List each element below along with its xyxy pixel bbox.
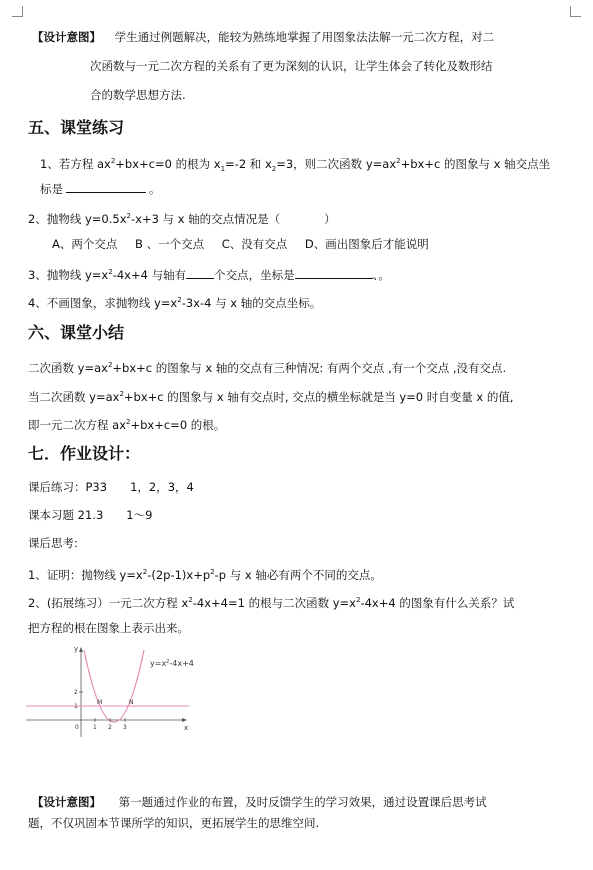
section-heading-summary: 六、课堂小结 <box>28 323 125 342</box>
text: 、。 <box>372 267 390 282</box>
superscript: 2 <box>119 390 124 398</box>
y-tick-label-2: 2 <box>74 689 78 696</box>
text: +bx+c=0 的根。 <box>130 417 226 432</box>
text: 1、若方程 ax <box>40 156 111 171</box>
answer-blank[interactable] <box>66 181 146 193</box>
text: -p 与 x 轴必有两个不同的交点。 <box>214 567 382 582</box>
text: +bx+c=0 的根为 x <box>115 156 221 171</box>
parabola-curve <box>84 650 144 722</box>
design-intent-line-3: 合的数学思想方法. <box>90 88 186 102</box>
text: 4、不画图象，求抛物线 y=x <box>28 295 178 310</box>
text: ） <box>324 211 336 226</box>
exercise-3 <box>28 263 390 284</box>
text: 标是 <box>40 182 63 196</box>
superscript: 2 <box>210 568 215 576</box>
design-intent-line-2: 次函数与一元二次方程的关系有了更为深刻的认识，让学生体会了转化及数形结 <box>90 59 493 73</box>
text: -3x-4 与 x 轴的交点坐标。 <box>181 295 322 310</box>
design-intent-text: 第一题通过作业的布置，及时反馈学生的学习效果，通过设置课后思考试 <box>118 795 487 809</box>
superscript: 2 <box>108 268 113 276</box>
summary-line-1 <box>28 356 506 377</box>
subscript: 2 <box>271 165 277 174</box>
x-tick-label-2: 2 <box>108 724 112 731</box>
homework-textbook: 课本习题 21.3 1～9 <box>28 508 153 522</box>
text: -4x+4=1 的根与二次函数 y=x <box>192 595 356 610</box>
exercise-1-line-1 <box>40 152 550 178</box>
text: 二次函数 y=ax <box>28 360 108 375</box>
superscript: 2 <box>396 157 401 165</box>
y-axis-arrow <box>79 647 83 652</box>
text: 当二次函数 y=ax <box>28 389 120 404</box>
y-axis-label: y <box>74 645 79 653</box>
section-heading-homework: 七．作业设计： <box>28 444 141 463</box>
answer-blank[interactable] <box>295 267 373 279</box>
option-d: D、画出图象后才能说明 <box>304 237 429 251</box>
x-axis-label: x <box>184 724 189 732</box>
crop-mark-top-right <box>570 6 581 17</box>
x-tick-label-1: 1 <box>93 724 97 731</box>
text: y=x <box>150 659 167 668</box>
superscript: 2 <box>126 212 131 220</box>
homework-think-heading: 课后思考: <box>28 536 78 550</box>
text: 个交点，坐标是 <box>214 267 295 282</box>
text: 3、抛物线 y=x <box>28 267 109 282</box>
point-n-label: N <box>129 699 134 706</box>
text: +bx+c 的图象与 x 轴交点坐 <box>400 156 551 171</box>
superscript: 2 <box>166 659 170 665</box>
text: 2、(拓展练习）一元二次方程 x <box>28 595 189 610</box>
exercise-1-line-2 <box>40 180 161 198</box>
text: +bx+c 的图象与 x 轴有交点时, 交点的横坐标就是当 y=0 时自变量 x 的值, <box>123 389 514 404</box>
option-c: C、没有交点 <box>221 237 288 251</box>
curve-equation-label <box>150 659 194 668</box>
superscript: 2 <box>107 361 113 369</box>
exercise-2 <box>28 207 336 228</box>
design-intent-label: 【设计意图】 <box>32 30 101 44</box>
x-axis-arrow <box>182 718 187 722</box>
design-intent-2-line-1 <box>32 793 487 811</box>
exercise-2-options <box>52 235 429 253</box>
design-intent-text: 学生通过例题解决，能较为熟练地掌握了用图象法法解一元二次方程，对二 <box>114 30 495 44</box>
section-heading-practice: 五、课堂练习 <box>28 118 125 137</box>
summary-line-3 <box>28 413 225 434</box>
text: -(2p-1)x+p <box>147 567 211 582</box>
answer-blank[interactable] <box>186 267 214 279</box>
superscript: 2 <box>188 596 193 604</box>
think-question-2-line-1 <box>28 591 514 612</box>
think-question-1 <box>28 563 382 584</box>
text: =3，则二次函数 y=ax <box>276 156 397 171</box>
superscript: 2 <box>177 296 182 304</box>
exercise-4 <box>28 291 321 312</box>
parabola-graph <box>24 640 204 740</box>
homework-exercises: 课后练习：P33 1，2，3，4 <box>28 480 194 494</box>
design-intent-line-1 <box>32 28 494 46</box>
crop-mark-top-left <box>12 6 23 17</box>
origin-label: 0 <box>75 724 79 731</box>
text: 2、抛物线 y=0.5x <box>28 211 127 226</box>
text: -4x+4 <box>169 659 194 668</box>
design-intent-2-line-2: 题，不仅巩固本节课所学的知识，更拓展学生的思维空间. <box>28 816 320 830</box>
superscript: 2 <box>355 596 361 604</box>
x-tick-label-3: 3 <box>123 724 127 731</box>
option-a: A、两个交点 <box>52 237 118 251</box>
point-m-label: M <box>97 699 103 706</box>
y-tick-label-1: 1 <box>74 703 78 710</box>
subscript: 1 <box>220 165 226 174</box>
text: 。 <box>149 182 161 196</box>
design-intent-label: 【设计意图】 <box>32 795 101 809</box>
text: -4x+4 的图象有什么关系？试 <box>360 595 515 610</box>
text: +bx+c 的图象与 x 轴的交点有三种情况: 有两个交点 ,有一个交点 ,没有交点. <box>112 360 507 375</box>
text: -x+3 与 x 轴的交点情况是（ <box>130 211 281 226</box>
text: =-2 和 x <box>225 156 272 171</box>
summary-line-2 <box>28 385 514 406</box>
text: 即一元二次方程 ax <box>28 417 127 432</box>
text: 1、证明：抛物线 y=x <box>28 567 143 582</box>
superscript: 2 <box>110 157 116 165</box>
text: -4x+4 与轴有 <box>112 267 187 282</box>
superscript: 2 <box>126 418 131 426</box>
superscript: 2 <box>142 568 148 576</box>
option-b: B 、一个交点 <box>135 237 205 251</box>
think-question-2-line-2: 把方程的根在图象上表示出来。 <box>28 621 189 635</box>
